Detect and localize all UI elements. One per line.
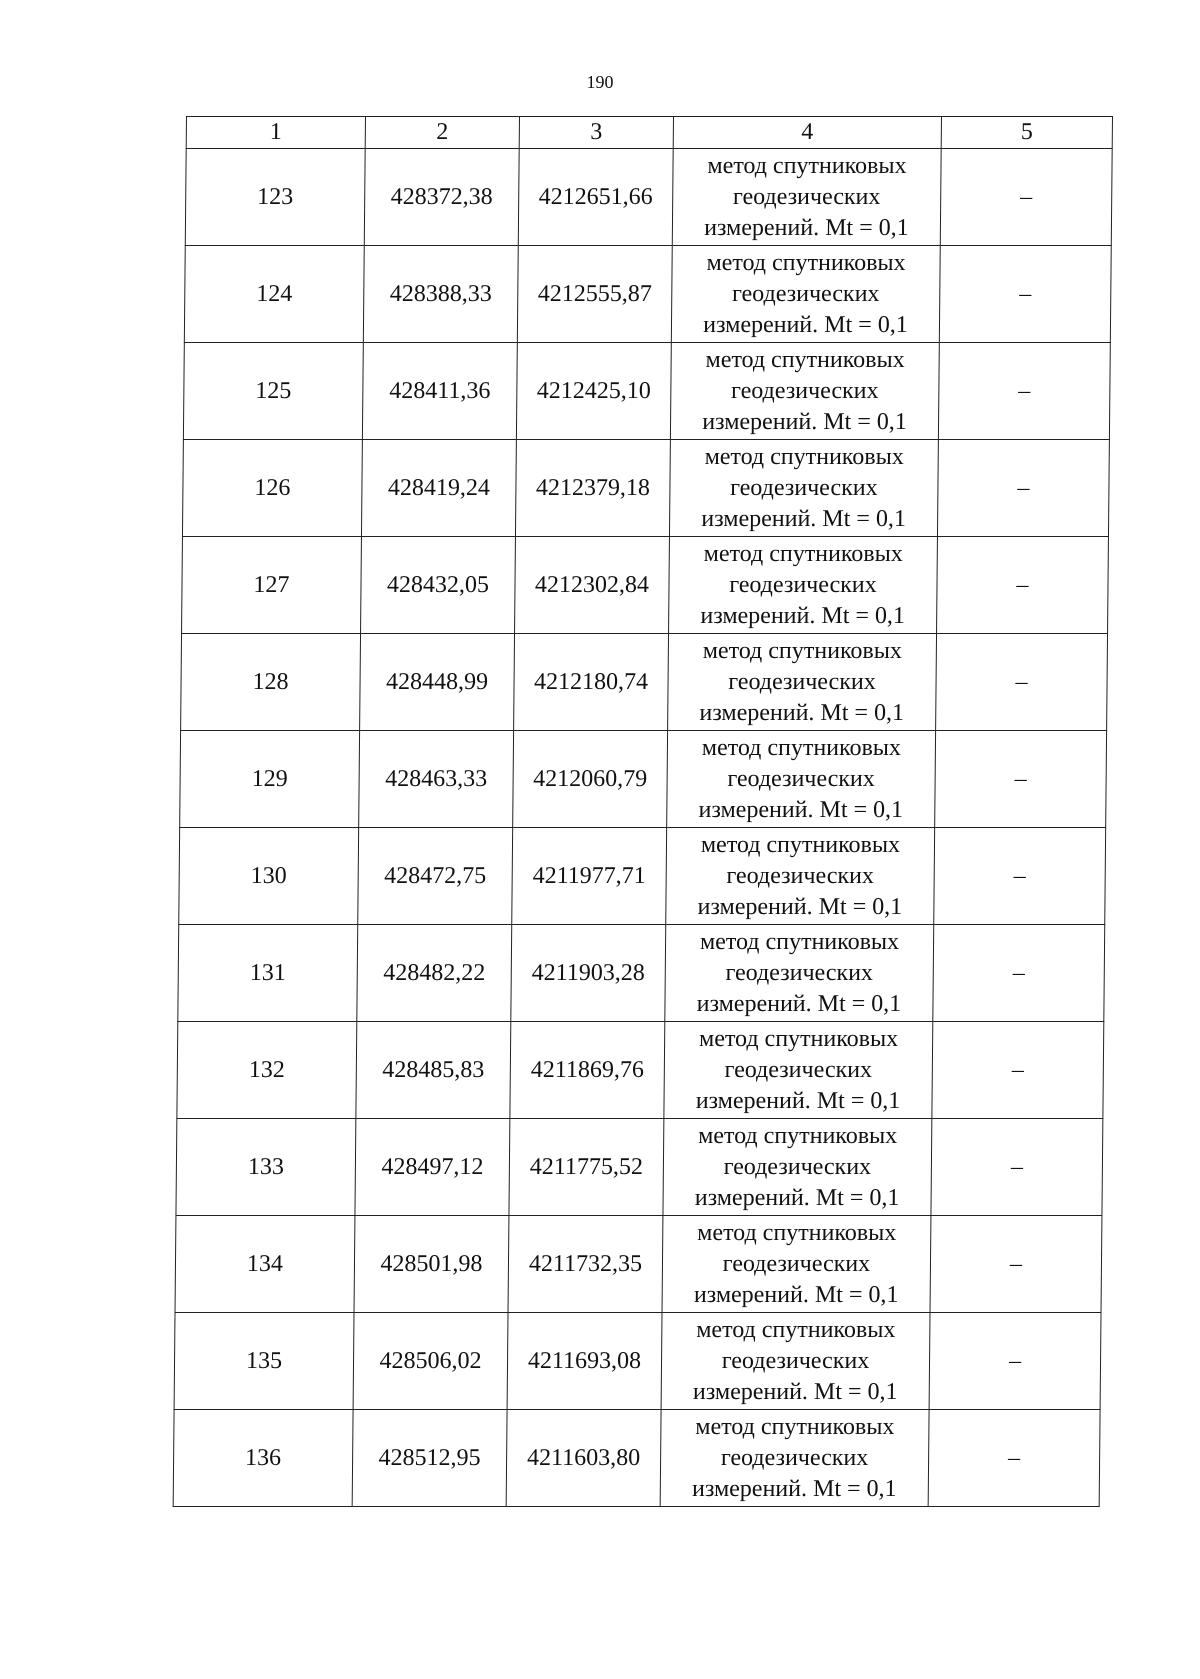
x-coordinate-cell: 428411,36 bbox=[362, 343, 517, 440]
method-text-line: измерений. Mt = 0,1 bbox=[703, 311, 908, 338]
method-text-line: измерений. Mt = 0,1 bbox=[704, 214, 909, 241]
note-cell: – bbox=[936, 634, 1108, 731]
x-coordinate-cell: 428497,12 bbox=[355, 1119, 510, 1216]
method-text-line: метод спутниковых bbox=[705, 346, 905, 373]
method-text-line: метод спутниковых bbox=[698, 1025, 899, 1052]
note-cell: – bbox=[938, 343, 1110, 440]
note-cell: – bbox=[940, 149, 1112, 246]
table-body bbox=[173, 149, 1112, 1507]
y-coordinate-cell: 4211869,76 bbox=[510, 1022, 665, 1119]
table-row bbox=[181, 634, 1108, 731]
method-text-line: измерений. Mt = 0,1 bbox=[699, 699, 905, 726]
method-text-line: геодезических bbox=[729, 571, 877, 598]
y-coordinate-cell: 4211693,08 bbox=[507, 1313, 662, 1410]
point-number-cell: 126 bbox=[182, 440, 362, 537]
x-coordinate-cell: 428506,02 bbox=[353, 1313, 508, 1410]
note-cell: – bbox=[937, 537, 1109, 634]
method-cell bbox=[671, 246, 940, 343]
method-text-line: измерений. Mt = 0,1 bbox=[691, 1475, 897, 1502]
method-cell bbox=[665, 925, 934, 1022]
x-coordinate-cell: 428372,38 bbox=[364, 149, 519, 246]
method-text-line: метод спутниковых bbox=[700, 831, 901, 858]
y-coordinate-cell: 4211732,35 bbox=[508, 1216, 663, 1313]
table-header-row bbox=[186, 117, 1112, 149]
column-header-2: 2 bbox=[365, 117, 519, 149]
method-text-line: измерений. Mt = 0,1 bbox=[697, 893, 903, 920]
note-cell: – bbox=[929, 1313, 1101, 1410]
method-cell bbox=[662, 1216, 931, 1313]
table-row bbox=[176, 1119, 1103, 1216]
y-coordinate-cell: 4212651,66 bbox=[518, 149, 673, 246]
note-cell: – bbox=[934, 828, 1106, 925]
point-number-cell: 134 bbox=[175, 1216, 355, 1313]
table-row bbox=[179, 828, 1106, 925]
table-row bbox=[175, 1216, 1102, 1313]
y-coordinate-cell: 4212425,10 bbox=[516, 343, 671, 440]
method-text-line: геодезических bbox=[722, 1250, 871, 1277]
note-cell: – bbox=[933, 925, 1105, 1022]
method-text-line: геодезических bbox=[725, 959, 874, 986]
point-number-cell: 123 bbox=[185, 149, 365, 246]
x-coordinate-cell: 428482,22 bbox=[357, 925, 512, 1022]
table-row bbox=[173, 1410, 1100, 1507]
method-text-line: метод спутниковых bbox=[699, 928, 900, 955]
point-number-cell: 135 bbox=[174, 1313, 354, 1410]
method-text-line: метод спутниковых bbox=[703, 540, 903, 567]
table-row bbox=[177, 1022, 1104, 1119]
note-cell: – bbox=[935, 731, 1107, 828]
method-cell bbox=[663, 1119, 932, 1216]
method-text-line: метод спутниковых bbox=[701, 734, 902, 761]
note-cell: – bbox=[931, 1119, 1103, 1216]
point-number-cell: 130 bbox=[179, 828, 359, 925]
point-number-cell: 129 bbox=[180, 731, 360, 828]
y-coordinate-cell: 4212302,84 bbox=[515, 537, 670, 634]
column-header-3: 3 bbox=[519, 117, 673, 149]
method-text-line: измерений. Mt = 0,1 bbox=[693, 1281, 899, 1308]
x-coordinate-cell: 428432,05 bbox=[361, 537, 516, 634]
method-text-line: геодезических bbox=[728, 668, 876, 695]
x-coordinate-cell: 428472,75 bbox=[358, 828, 513, 925]
method-text-line: измерений. Mt = 0,1 bbox=[698, 796, 904, 823]
table-row bbox=[185, 149, 1112, 246]
x-coordinate-cell: 428388,33 bbox=[363, 246, 518, 343]
method-cell bbox=[669, 537, 938, 634]
method-cell bbox=[669, 440, 938, 537]
method-cell bbox=[667, 731, 936, 828]
table-row bbox=[174, 1313, 1101, 1410]
method-cell bbox=[670, 343, 939, 440]
method-cell bbox=[661, 1313, 930, 1410]
y-coordinate-cell: 4212180,74 bbox=[514, 634, 669, 731]
y-coordinate-cell: 4211903,28 bbox=[511, 925, 666, 1022]
y-coordinate-cell: 4211775,52 bbox=[509, 1119, 664, 1216]
x-coordinate-cell: 428463,33 bbox=[359, 731, 514, 828]
method-text-line: геодезических bbox=[726, 862, 875, 889]
table-row bbox=[182, 537, 1109, 634]
y-coordinate-cell: 4212555,87 bbox=[517, 246, 672, 343]
method-text-line: метод спутниковых bbox=[707, 152, 907, 179]
table-row bbox=[180, 731, 1107, 828]
method-text-line: метод спутниковых bbox=[698, 1122, 898, 1149]
point-number-cell: 133 bbox=[176, 1119, 356, 1216]
method-text-line: геодезических bbox=[721, 1347, 870, 1374]
method-cell bbox=[660, 1410, 929, 1507]
method-text-line: метод спутниковых bbox=[706, 249, 906, 276]
method-cell bbox=[668, 634, 937, 731]
method-text-line: геодезических bbox=[723, 1153, 872, 1180]
x-coordinate-cell: 428512,95 bbox=[352, 1410, 507, 1507]
point-number-cell: 125 bbox=[183, 343, 363, 440]
y-coordinate-cell: 4211603,80 bbox=[506, 1410, 661, 1507]
method-cell bbox=[672, 149, 941, 246]
method-text-line: метод спутниковых bbox=[696, 1316, 896, 1343]
method-text-line: измерений. Mt = 0,1 bbox=[702, 408, 907, 435]
column-header-4: 4 bbox=[673, 117, 941, 149]
page-number: 190 bbox=[586, 72, 614, 92]
table-row bbox=[183, 343, 1110, 440]
method-text-line: геодезических bbox=[727, 765, 875, 792]
method-cell bbox=[666, 828, 935, 925]
method-text-line: геодезических bbox=[731, 280, 880, 307]
method-text-line: геодезических bbox=[730, 474, 878, 501]
column-header-5: 5 bbox=[941, 117, 1112, 149]
method-text-line: метод спутниковых bbox=[695, 1413, 895, 1440]
method-text-line: измерений. Mt = 0,1 bbox=[701, 505, 907, 532]
x-coordinate-cell: 428419,24 bbox=[361, 440, 516, 537]
note-cell: – bbox=[939, 246, 1111, 343]
x-coordinate-cell: 428485,83 bbox=[356, 1022, 511, 1119]
method-text-line: метод спутниковых bbox=[702, 637, 903, 664]
note-cell: – bbox=[930, 1216, 1102, 1313]
method-text-line: геодезических bbox=[724, 1056, 873, 1083]
method-text-line: геодезических bbox=[720, 1444, 869, 1471]
table-row bbox=[178, 925, 1105, 1022]
method-text-line: измерений. Mt = 0,1 bbox=[695, 1087, 901, 1114]
method-text-line: измерений. Mt = 0,1 bbox=[694, 1184, 900, 1211]
method-cell bbox=[664, 1022, 933, 1119]
method-text-line: измерений. Mt = 0,1 bbox=[692, 1378, 898, 1405]
point-number-cell: 127 bbox=[182, 537, 362, 634]
point-number-cell: 128 bbox=[181, 634, 361, 731]
coordinates-table bbox=[173, 116, 1113, 1507]
point-number-cell: 131 bbox=[178, 925, 358, 1022]
y-coordinate-cell: 4212060,79 bbox=[513, 731, 668, 828]
x-coordinate-cell: 428501,98 bbox=[354, 1216, 509, 1313]
method-text-line: измерений. Mt = 0,1 bbox=[696, 990, 902, 1017]
method-text-line: измерений. Mt = 0,1 bbox=[700, 602, 906, 629]
method-text-line: метод спутниковых bbox=[704, 443, 904, 470]
method-text-line: геодезических bbox=[732, 183, 881, 210]
y-coordinate-cell: 4212379,18 bbox=[515, 440, 670, 537]
table-row bbox=[184, 246, 1111, 343]
point-number-cell: 132 bbox=[177, 1022, 357, 1119]
x-coordinate-cell: 428448,99 bbox=[360, 634, 515, 731]
column-header-1: 1 bbox=[186, 117, 365, 149]
note-cell: – bbox=[932, 1022, 1104, 1119]
y-coordinate-cell: 4211977,71 bbox=[512, 828, 667, 925]
method-text-line: метод спутниковых bbox=[697, 1219, 897, 1246]
note-cell: – bbox=[937, 440, 1109, 537]
note-cell: – bbox=[928, 1410, 1100, 1507]
point-number-cell: 124 bbox=[184, 246, 364, 343]
table-row bbox=[182, 440, 1109, 537]
method-text-line: геодезических bbox=[731, 377, 879, 404]
point-number-cell: 136 bbox=[173, 1410, 353, 1507]
